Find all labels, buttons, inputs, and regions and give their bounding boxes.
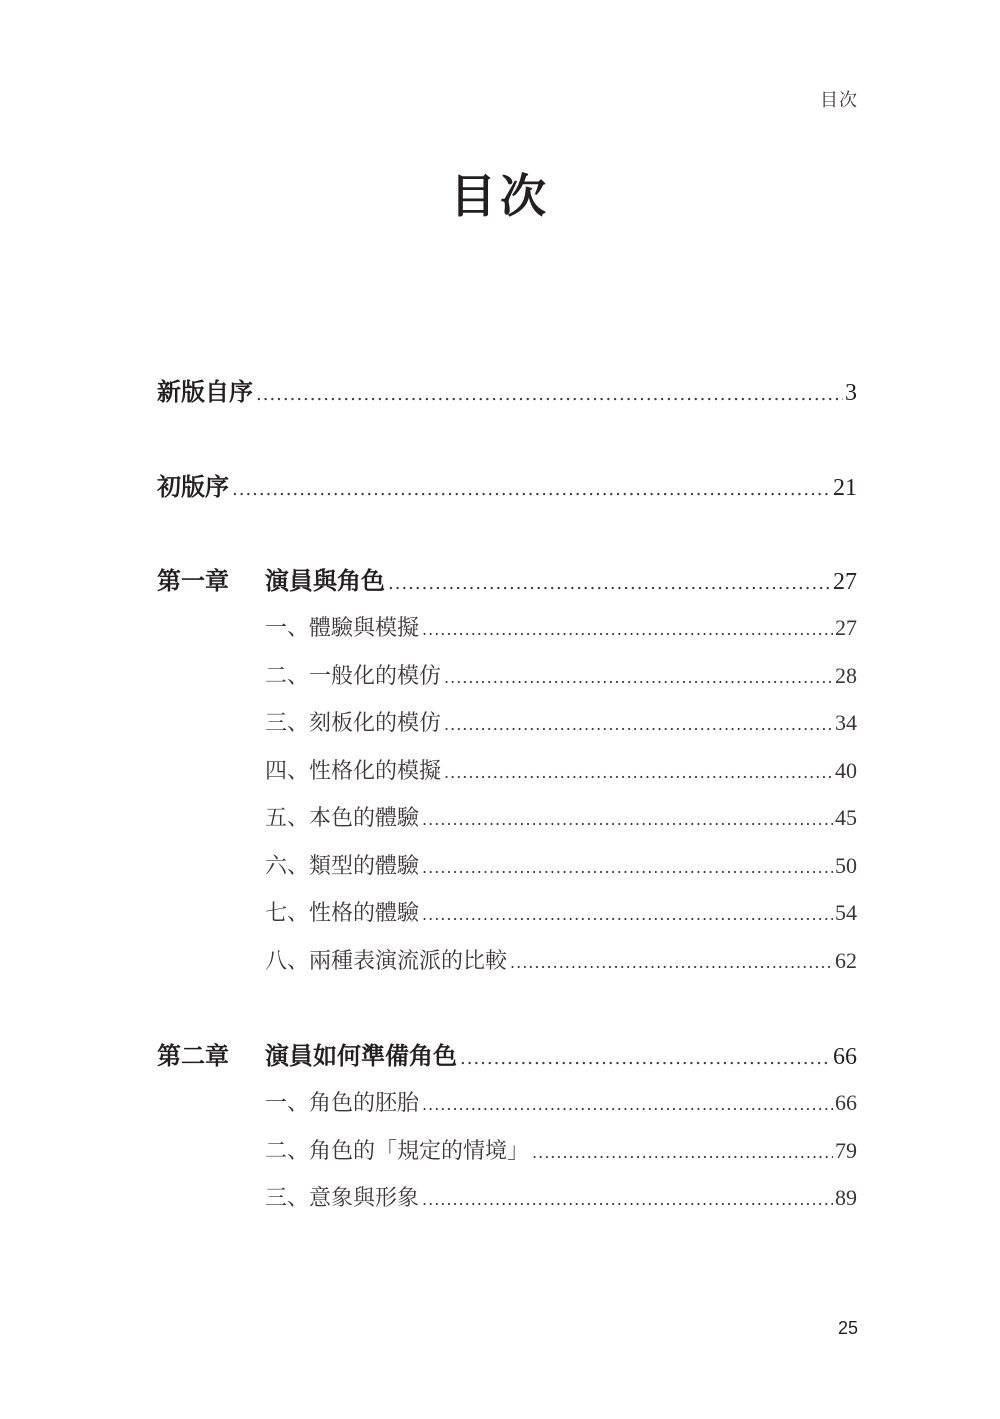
toc-entry-label: 初版序: [157, 472, 229, 501]
page-title: 目次: [450, 169, 550, 223]
toc-section-label: 一、角色的胚胎: [265, 1091, 420, 1116]
toc-entry-first-preface[interactable]: [157, 467, 857, 507]
toc-chapter-label: [157, 1036, 457, 1076]
dot-leader: [422, 1176, 833, 1224]
toc-section-page: 62: [835, 947, 857, 973]
toc-entry-page: 21: [833, 475, 857, 501]
toc-section-page: 66: [835, 1090, 857, 1115]
toc-section-page: 40: [835, 757, 857, 783]
toc-chapter-1[interactable]: [157, 561, 857, 601]
toc-chapter-2[interactable]: [157, 1036, 857, 1076]
dot-leader: [444, 654, 833, 702]
toc-section-page: 27: [835, 615, 857, 640]
toc-section-page: 45: [835, 805, 857, 830]
toc-section[interactable]: [157, 1127, 857, 1175]
dot-leader: [444, 701, 833, 749]
dot-leader: [256, 375, 843, 415]
toc-section[interactable]: [157, 937, 857, 985]
page-number: 25: [837, 1318, 858, 1338]
toc-chapter-page: 27: [833, 569, 857, 595]
toc-section-page: 54: [835, 900, 857, 925]
toc-section-page: 79: [835, 1137, 857, 1163]
toc-section[interactable]: [157, 842, 857, 890]
dot-leader: [388, 564, 831, 604]
toc-section-label: 三、刻板化的模仿: [265, 711, 442, 736]
toc-section[interactable]: [157, 1079, 857, 1127]
dot-leader: [422, 1081, 833, 1129]
toc-section-label: 二、角色的「規定的情境」: [265, 1138, 530, 1164]
toc-entry-label: 新版自序: [157, 377, 253, 406]
toc-section-label: 三、意象與形象: [265, 1186, 420, 1211]
toc-entry-new-preface[interactable]: [157, 372, 857, 412]
toc-section-page: 50: [835, 852, 857, 878]
dot-leader: [444, 749, 833, 797]
toc-section[interactable]: [157, 699, 857, 747]
chapter-title: 演員與角色: [265, 566, 385, 595]
chapter-block-1: [157, 561, 857, 984]
toc-chapter-label: [157, 561, 385, 601]
toc-section[interactable]: [157, 652, 857, 700]
toc-section[interactable]: [157, 1174, 857, 1222]
dot-leader: [422, 844, 833, 892]
dot-leader: [532, 1129, 833, 1177]
toc-section[interactable]: [157, 794, 857, 842]
toc-section-label: 五、本色的體驗: [265, 806, 420, 831]
toc-section-label: 二、一般化的模仿: [265, 663, 442, 689]
chapter-number: 第一章: [157, 566, 229, 595]
toc-entry-page: 3: [845, 380, 857, 406]
dot-leader: [422, 796, 833, 844]
toc-section-page: 34: [835, 710, 857, 735]
toc-chapter-page: 66: [833, 1044, 857, 1070]
dot-leader: [232, 470, 831, 510]
toc-section[interactable]: [157, 604, 857, 652]
chapter-number: 第二章: [157, 1041, 229, 1070]
dot-leader: [510, 939, 833, 987]
dot-leader: [422, 891, 833, 939]
toc-section-label: 六、類型的體驗: [265, 853, 420, 879]
toc-section[interactable]: [157, 747, 857, 795]
dot-leader: [460, 1039, 831, 1079]
toc-section-label: 四、性格化的模擬: [265, 758, 442, 784]
toc-section-page: 28: [835, 662, 857, 688]
toc-section-label: 八、兩種表演流派的比較: [265, 948, 508, 974]
toc-section-label: 一、體驗與模擬: [265, 616, 420, 641]
table-of-contents: [157, 372, 857, 1222]
toc-section-page: 89: [835, 1185, 857, 1210]
toc-section[interactable]: [157, 889, 857, 937]
chapter-title: 演員如何準備角色: [265, 1041, 457, 1070]
running-header: 目次: [820, 90, 858, 111]
dot-leader: [422, 606, 833, 654]
chapter-block-2: [157, 1036, 857, 1222]
toc-section-label: 七、性格的體驗: [265, 901, 420, 926]
